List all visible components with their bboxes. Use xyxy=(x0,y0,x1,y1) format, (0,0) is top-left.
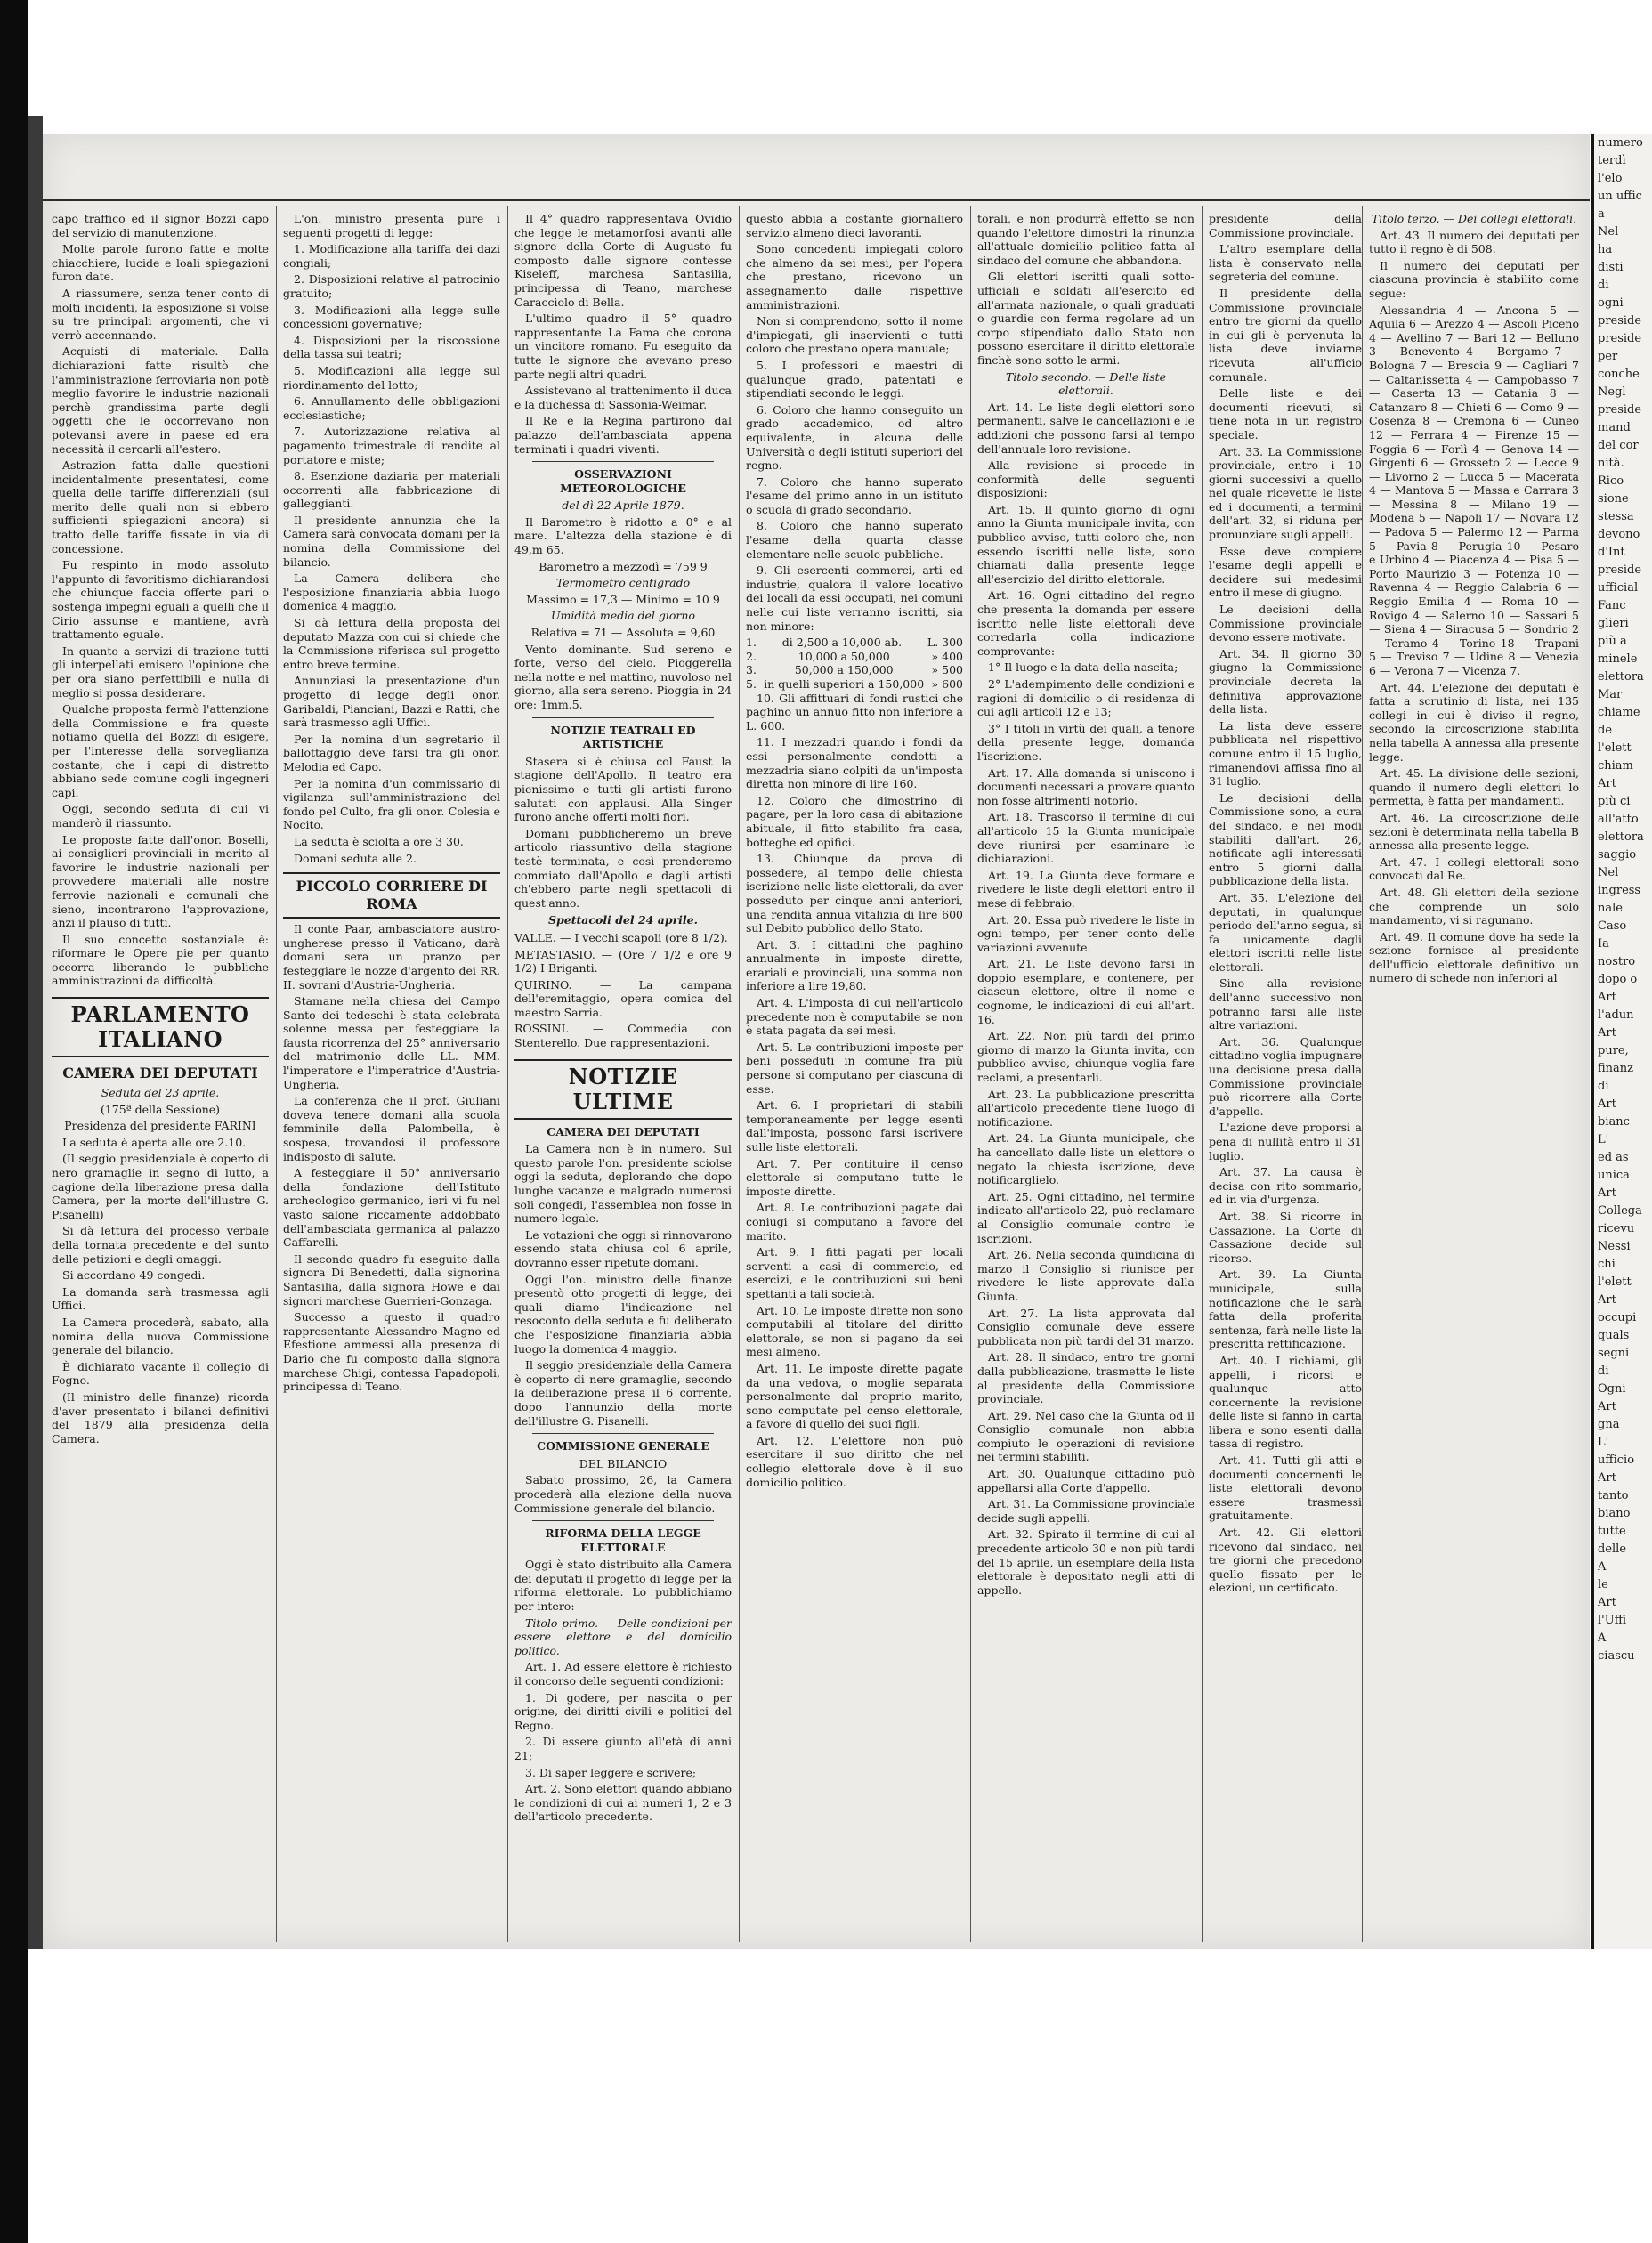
edge-fragment: Art xyxy=(1598,1596,1616,1609)
paragraph: Annunziasi la presentazione d'un progetto di legge degli onor. Garibaldi, Pianciani, Bazzi e Ratti, che sarà trasmesso agli Uffici. xyxy=(283,674,500,730)
paragraph: Molte parole furono fatte e molte chiacchiere, lucide e loali spiegazioni furon date. xyxy=(52,242,269,284)
paragraph: 7. Coloro che hanno superato l'esame del primo anno in un istituto o scuola di grado secondario. xyxy=(746,474,963,516)
edge-fragment: Nel xyxy=(1598,225,1619,239)
paragraph: Fu respinto in modo assoluto l'appunto di favoritismo dichiarandosi che chiunque faccia offerte pari o sostenga impegni eguali a quelli che il Cirio assunse e mantiene, avrà trattamento eguale. xyxy=(52,558,269,642)
edge-fragment: Nessi xyxy=(1598,1240,1631,1253)
table-row xyxy=(746,677,963,692)
section-heading: PICCOLO CORRIERE DI ROMA xyxy=(283,872,500,919)
paragraph: Il conte Paar, ambasciatore austro-ungherese presso il Vaticano, darà domani sera un pranzo per festeggiare le nozze d'argento dei RR. II. sovrani d'Austria-Ungheria. xyxy=(283,922,500,992)
paragraph: A riassumere, senza tener conto di molti incidenti, la esposizione si volse su tre principali argomenti, che vi verrò accennando. xyxy=(52,286,269,342)
edge-fragment: Art xyxy=(1598,777,1616,790)
edge-fragment: Nel xyxy=(1598,866,1619,879)
paragraph: In quanto a servizi di trazione tutti gli interpellati emisero l'opinione che per ora siano perfettibili e nulla di meglio si possa desiderare. xyxy=(52,644,269,700)
edge-fragment: Art xyxy=(1598,1026,1616,1040)
paragraph: La seduta è sciolta a ore 3 30. xyxy=(294,834,464,848)
paragraph: Astrazion fatta dalle questioni incidentalmente presentatesi, come quella delle tariffe differenziali (sul merito delle quali non si ebbero sufficienti spiegazioni ancora) si tratto delle tariffe fissate in via di concessione. xyxy=(52,458,269,555)
list-item: 3. Modificazioni alla legge sulle concessioni governative; xyxy=(283,303,500,331)
edge-fragment: ogni xyxy=(1598,296,1624,310)
edge-fragment: di xyxy=(1598,279,1609,292)
list-item: 5. Modificazioni alla legge sul riordinamento del lotto; xyxy=(283,363,500,392)
paragraph: Il secondo quadro fu eseguito dalla signora Di Benedetti, dalla signorina Santasilia, dalla signora Howe e dai signori marchese Guerrieri-Gonzaga. xyxy=(283,1251,500,1308)
paragraph: Art. 46. La circoscrizione delle sezioni è determinata nella tabella B annessa alla presente legge. xyxy=(1369,810,1579,853)
list-item: 2° L'adempimento delle condizioni e ragioni di domicilio o di residenza di cui agli articoli 12 e 13; xyxy=(977,677,1194,719)
paragraph: Domani pubblicheremo un breve articolo riassuntivo della stagione testè terminata, e così prenderemo commiato dall'Apollo e dagli artisti ch'ebbero parte negli spettacoli di quest'anno. xyxy=(514,826,732,910)
paragraph: Art. 38. Si ricorre in Cassazione. La Corte di Cassazione decide sul ricorso. xyxy=(1209,1209,1362,1265)
listing: ROSSINI. — Commedia con Stenterello. Due rappresentazioni. xyxy=(514,1022,732,1050)
list-item: 6. Annullamento delle obbligazioni ecclesiastiche; xyxy=(283,394,500,422)
edge-fragment: per xyxy=(1598,350,1618,363)
edge-fragment: mand xyxy=(1598,421,1631,434)
paragraph: Art. 18. Trascorso il termine di cui all'articolo 15 la Giunta municipale deve riunirsi per esaminare le dichiarazioni. xyxy=(977,810,1194,866)
edge-fragment: Art xyxy=(1598,1400,1616,1413)
edge-fragment: ingress xyxy=(1598,884,1641,897)
paragraph: 13. Chiunque da prova di possedere, al tempo delle chiesta iscrizione nelle liste elettorali, da aver posseduto per cinque anni anteriori, una rendita annua vitalizia di lire 600 sul Debito pubblico dello Stato. xyxy=(746,852,963,935)
paragraph: Art. 47. I collegi elettorali sono convocati dal Re. xyxy=(1369,854,1579,883)
presidency-line: Presidenza del presidente FARINI xyxy=(64,1119,256,1133)
paragraph: Art. 39. La Giunta municipale, sulla notificazione che le sarà fatta della proferita sentenza, farà nelle liste la prescritta rettificazione. xyxy=(1209,1267,1362,1351)
paragraph: Le proposte fatte dall'onor. Boselli, ai consiglieri provinciali in merito al favorire le industrie nazionali per provvedere materiali alle nostre ferrovie nazionali e comunali che sieno, incontrarono l'approvazione, anzi il plauso di tutti. xyxy=(52,832,269,930)
edge-fragment: preside xyxy=(1598,314,1642,328)
edge-fragment: ufficial xyxy=(1598,581,1639,595)
edge-fragment: elettora xyxy=(1598,830,1644,844)
paragraph: presidente della Commissione provinciale. xyxy=(1209,212,1362,239)
paragraph: Art. 6. I proprietari di stabili temporaneamente per legge esenti dall'imposta, possono farsi iscrivere sulle liste elettorali. xyxy=(746,1098,963,1154)
list-item: 7. Autorizzazione relativa al pagamento trimestrale di rendite al portatore e miste; xyxy=(283,425,500,466)
paragraph: (Il ministro delle finanze) ricorda d'aver presentato i bilanci definitivi del 1879 alla presidenza della Camera. xyxy=(52,1389,269,1445)
table-cell: » 600 xyxy=(931,677,963,691)
paragraph: A festeggiare il 50° anniversario della fondazione dell'Istituto archeologico germanico, ieri vi fu nel vasto salone riccamente addobbato dell'ambasciata germanica al palazzo Caffarelli. xyxy=(283,1166,500,1250)
edge-fragment: di xyxy=(1598,1364,1609,1378)
paragraph: Art. 15. Il quinto giorno di ogni anno la Giunta municipale invita, con pubblico avviso, tutti coloro che, non essendo iscritti nelle liste, sono chiamati dalla presente legge all'esercizio del diritto elettorale. xyxy=(977,502,1194,586)
edge-fragment: A xyxy=(1598,1632,1607,1645)
paragraph: 11. I mezzadri quando i fondi da essi personalmente condotti a mezzadria siano colpiti da un'imposta diretta non minore di lire 160. xyxy=(746,735,963,791)
edge-fragment: elettora xyxy=(1598,670,1644,684)
edge-fragment: sione xyxy=(1598,492,1629,506)
list-item: 2. Disposizioni relative al patrocinio gratuito; xyxy=(283,272,500,300)
column-6 xyxy=(1209,212,1362,1939)
edge-fragment: stessa xyxy=(1598,510,1634,523)
list-item: 8. Esenzione daziaria per materiali occorrenti alla fabbricazione di galleggianti. xyxy=(283,469,500,511)
paragraph: Art. 3. I cittadini che paghino annualmente in imposte dirette, erariali e provinciali, una somma non inferiore a lire 19,80. xyxy=(746,937,963,993)
subsection-heading: COMMISSIONE GENERALE xyxy=(537,1439,709,1453)
divider xyxy=(532,461,714,462)
table-cell: 50,000 a 150,000 xyxy=(794,663,894,677)
edge-fragment: occupi xyxy=(1598,1311,1637,1324)
paragraph: Stasera si è chiusa col Faust la stagione dell'Apollo. Il teatro era pienissimo e tutti gli artisti furono salutati con applausi. Alla Singer furono anche offerti molti fiori. xyxy=(514,754,732,824)
edge-fragment: l'adun xyxy=(1598,1008,1634,1022)
paragraph: Art. 37. La causa è decisa con rito sommario, ed in via d'urgenza. xyxy=(1209,1165,1362,1207)
edge-fragment: quals xyxy=(1598,1329,1630,1342)
table-cell: 10,000 a 50,000 xyxy=(798,649,890,663)
paragraph: questo abbia a costante giornaliero servizio almeno dieci lavoranti. xyxy=(746,212,963,239)
table-cell: 2. xyxy=(746,649,757,663)
list-item: 1. Modificazione alla tariffa dei dazi congiali; xyxy=(283,242,500,270)
edge-fragment: conche xyxy=(1598,368,1640,381)
edge-fragment: l'Uffi xyxy=(1598,1614,1627,1627)
paragraph: La lista deve essere pubblicata nel rispettivo comune entro il 15 luglio, rimanendovi affissa fino al 31 luglio. xyxy=(1209,718,1362,789)
paragraph: 6. Coloro che hanno conseguito un grado accademico, od altro equivalente, in alcuna delle Università o degli istituti superiori del regno. xyxy=(746,402,963,473)
column-divider xyxy=(970,206,971,1942)
title-heading: Titolo secondo. — Delle liste elettorali. xyxy=(1005,369,1167,398)
paragraph: Art. 27. La lista approvata dal Consiglio comunale deve essere pubblicata non più tardi del 31 marzo. xyxy=(977,1306,1194,1348)
paragraph: Art. 14. Le liste degli elettori sono permanenti, salve le cancellazioni e le addizioni che possono farsi al tempo dell'annuale loro revisione. xyxy=(977,400,1194,456)
subsection-heading: CAMERA DEI DEPUTATI xyxy=(62,1065,258,1082)
paragraph: Art. 28. Il sindaco, entro tre giorni dalla pubblicazione, trasmette le liste al presidente della Commissione provinciale. xyxy=(977,1350,1194,1406)
edge-fragment: Negl xyxy=(1598,385,1626,399)
paragraph: Il suo concetto sostanziale è: riformare le Opere pie per quanto occorra liberando le pubbliche amministrazioni da difficoltà. xyxy=(52,932,269,988)
weather-line: Vento dominante. Sud sereno e forte, verso del cielo. Pioggerella nella notte e nel mattino, nuvoloso nel giorno, alla sera sereno. Pioggia in 24 ore: 1mm.5. xyxy=(514,642,732,711)
divider xyxy=(532,1520,714,1521)
paragraph: Art. 9. I fitti pagati per locali serventi a casi di commercio, ed esercizi, e le contribuzioni sui beni spettanti a tali società. xyxy=(746,1245,963,1300)
paragraph: 5. I professori e maestri di qualunque grado, patentati e stipendiati secondo le leggi. xyxy=(746,358,963,401)
paragraph: Domani seduta alle 2. xyxy=(294,851,417,865)
paragraph: Art. 32. Spirato il termine di cui al precedente articolo 30 e non più tardi del 15 aprile, un esemplare della lista elettorale è depositato negli atti di appello. xyxy=(977,1527,1194,1597)
column-3 xyxy=(514,212,732,1939)
edge-fragment: gna xyxy=(1598,1418,1620,1431)
edge-fragment: chiam xyxy=(1598,759,1633,773)
edge-fragment: chiame xyxy=(1598,706,1640,719)
edge-fragment: a xyxy=(1598,207,1605,221)
edge-fragment: le xyxy=(1598,1578,1608,1591)
paragraph: Acquisti di materiale. Dalla dichiarazioni fatte risultò che l'amministrazione ferroviaria non potè meglio favorire le industrie nazionali perchè grandissima parte degli oggetti che le occorrevano non potevansi avere in paese ed era necessità il cercarli all'estero. xyxy=(52,344,269,456)
edge-fragment: minele xyxy=(1598,652,1638,666)
paragraph: Non si comprendono, sotto il nome d'impiegati, gli inservienti e tutti coloro che prestano opera manuale; xyxy=(746,314,963,356)
edge-fragment: l'elett xyxy=(1598,741,1632,755)
listing: QUIRINO. — La campana dell'eremitaggio, opera comica del maestro Sarria. xyxy=(514,977,732,1019)
edge-fragment: bianc xyxy=(1598,1115,1630,1129)
adjacent-page-text xyxy=(1594,135,1652,1664)
newspaper-page xyxy=(43,134,1590,1949)
paragraph: Art. 26. Nella seconda quindicina di marzo il Consiglio si riunisce per rivedere le liste approvate dalla Giunta. xyxy=(977,1248,1194,1303)
paragraph: 10. Gli affittuari di fondi rustici che paghino un annuo fitto non inferiore a L. 600. xyxy=(746,691,963,733)
edge-fragment: del cor xyxy=(1598,439,1639,452)
scan-left-edge xyxy=(0,0,28,2243)
paragraph: Stamane nella chiesa del Campo Santo dei tedeschi è stata celebrata solenne messa per festeggiare la fausta ricorrenza del 25° anniversario del matrimonio delle LL. MM. l'imperatore e l'imperatrice d'Austria-Ungheria. xyxy=(283,994,500,1091)
edge-fragment: di xyxy=(1598,1080,1609,1093)
list-item: 1° Il luogo e la data della nascita; xyxy=(988,660,1178,675)
paragraph: Art. 19. La Giunta deve formare e rivedere le liste degli elettori entro il mese di febbraio. xyxy=(977,868,1194,910)
edge-fragment: disti xyxy=(1598,261,1624,274)
edge-fragment: glieri xyxy=(1598,617,1629,630)
edge-fragment: ricevu xyxy=(1598,1222,1635,1235)
paragraph: Art. 11. Le imposte dirette pagate da una vedova, o moglie separata personalmente dal proprio marito, sono computate pel censo elettorale, a favore di quello dei suoi figli. xyxy=(746,1361,963,1431)
paragraph: L'altro esemplare della lista è conservato nella segreteria del comune. xyxy=(1209,242,1362,284)
paragraph: Art. 12. L'elettore non può esercitare il suo diritto che nel collegio elettorale dove è il suo domicilio politico. xyxy=(746,1433,963,1489)
edge-fragment: de xyxy=(1598,724,1613,737)
paragraph: Art. 36. Qualunque cittadino voglia impugnare una decisione presa dalla Commissione provinciale può ricorrere alla Corte d'appello. xyxy=(1209,1034,1362,1118)
list-item: 1. Di godere, per nascita o per origine, dei diritti civili e politici del Regno. xyxy=(514,1690,732,1732)
paragraph: Si dà lettura della proposta del deputato Mazza con cui si chiede che la Commissione riferisca sul progetto entro breve termine. xyxy=(283,616,500,671)
paragraph: Art. 17. Alla domanda si uniscono i documenti necessari a provare quanto non fosse altrimenti notorio. xyxy=(977,765,1194,807)
paragraph: 8. Coloro che hanno superato l'esame della quarta classe elementare nelle scuole pubbliche. xyxy=(746,519,963,561)
paragraph: 12. Coloro che dimostrino di pagare, per la loro casa di abitazione abituale, il fitto stabilito fra casa, botteghe ed opifici. xyxy=(746,793,963,849)
edge-fragment: d'Int xyxy=(1598,546,1625,559)
paragraph: La domanda sarà trasmessa agli Uffici. xyxy=(52,1284,269,1313)
paragraph: Il Re e la Regina partirono dal palazzo dell'ambasciata appena terminati i quadri viventi. xyxy=(514,414,732,456)
paragraph: Per la nomina d'un segretario il ballottaggio deve farsi tra gli onor. Melodia ed Capo. xyxy=(283,732,500,773)
edge-fragment: preside xyxy=(1598,563,1642,577)
paragraph: Sino alla revisione dell'anno successivo non potranno farsi alle liste altre variazioni. xyxy=(1209,976,1362,1032)
edge-fragment: l'elett xyxy=(1598,1275,1632,1289)
subsection-subheading: DEL BILANCIO xyxy=(579,1456,668,1470)
paragraph: Art. 34. Il giorno 30 giugno la Commissione provinciale decreta la definitiva approvazione della lista. xyxy=(1209,646,1362,717)
title-heading: Titolo terzo. — Dei collegi elettorali. xyxy=(1371,212,1577,225)
edge-fragment: delle xyxy=(1598,1543,1627,1556)
weather-line: Barometro a mezzodì = 759 9 xyxy=(539,559,708,573)
edge-fragment: Art xyxy=(1598,1471,1616,1485)
table-cell: 5. xyxy=(746,677,757,691)
paragraph: Art. 44. L'elezione dei deputati è fatta a scrutinio di lista, nei 135 collegi in cui è diviso il regno, secondo la circoscrizione stabilita nella tabella A annessa alla presente legge. xyxy=(1369,680,1579,764)
edge-fragment: finanz xyxy=(1598,1062,1634,1075)
paragraph: Delle liste e dei documenti ricevuti, si tiene nota in un registro speciale. xyxy=(1209,386,1362,441)
paragraph: Il presidente annunzia che la Camera sarà convocata domani per la nomina della Commissione del bilancio. xyxy=(283,513,500,569)
subsection-heading: CAMERA DEI DEPUTATI xyxy=(547,1124,700,1138)
weather-line: Relativa = 71 — Assoluta = 9,60 xyxy=(530,626,716,640)
paragraph: Art. 31. La Commissione provinciale decide sugli appelli. xyxy=(977,1497,1194,1525)
table-cell: L. 300 xyxy=(927,636,963,650)
edge-fragment: Mar xyxy=(1598,688,1623,701)
paragraph: La Camera non è in numero. Sul questo parole l'on. presidente sciolse oggi la seduta, deplorando che dopo lunghe vacanze e malgrado numerosi soli congedi, l'assemblea non fosse in numero legale. xyxy=(514,1142,732,1226)
edge-fragment: preside xyxy=(1598,403,1642,417)
divider xyxy=(532,717,714,718)
edge-fragment: Rico xyxy=(1598,474,1624,488)
paragraph: Art. 20. Essa può rivedere le liste in ogni tempo, per tener conto delle variazioni avvenute. xyxy=(977,912,1194,954)
column-divider xyxy=(739,206,740,1942)
table-cell: in quelli superiori a 150,000 xyxy=(764,677,925,691)
edge-fragment: tutte xyxy=(1598,1525,1626,1538)
table-row xyxy=(746,650,963,664)
paragraph: Il 4° quadro rappresentava Ovidio che legge le metamorfosi avanti alle signore della Corte di Augusto fu composto dalle signore contesse Kiseleff, marchesa Santasilia, principessa di Teano, marchese Caracciolo di Bella. xyxy=(514,212,732,309)
paragraph: Le decisioni della Commissione sono, a cura del sindaco, e nei modi stabiliti dall'art. 26, notificate agli interessati entro 5 giorni dalla pubblicazione della lista. xyxy=(1209,790,1362,888)
paragraph: La conferenza che il prof. Giuliani doveva tenere domani alla scuola femminile della Palombella, è sospesa, trovandosi il professore indisposto di salute. xyxy=(283,1094,500,1163)
paragraph: Il seggio presidenziale della Camera è coperto di nere gramaglie, secondo la deliberazione presa il 6 corrente, dopo l'annunzio della morte dell'illustre G. Pisanelli. xyxy=(514,1358,732,1428)
paragraph: Il numero dei deputati per ciascuna provincia è stabilito come segue: xyxy=(1369,258,1579,300)
paragraph: Art. 42. Gli elettori ricevono dal sindaco, nei tre giorni che precedono quello fissato per le elezioni, un certificato. xyxy=(1209,1526,1362,1595)
weather-line: Massimo = 17,3 — Minimo = 10 9 xyxy=(526,592,720,606)
column-7 xyxy=(1369,212,1579,1939)
paragraph: Le votazioni che oggi si rinnovarono essendo stata chiusa col 6 aprile, dovranno esser ripetute domani. xyxy=(514,1227,732,1269)
edge-fragment: biano xyxy=(1598,1507,1631,1520)
paragraph: Alla revisione si procede in conformità delle seguenti disposizioni: xyxy=(977,458,1194,500)
list-item: 4. Disposizioni per la riscossione della tassa sui teatri; xyxy=(283,333,500,361)
paragraph: Art. 29. Nel caso che la Giunta od il Consiglio comunale non abbia compiuto le operazioni di revisione nei termini stabiliti. xyxy=(977,1408,1194,1464)
paragraph: Art. 4. L'imposta di cui nell'articolo precedente non è computabile se non è stata pagata da sei mesi. xyxy=(746,996,963,1038)
paragraph: Il presidente della Commissione provinciale entro tre giorni da quello in cui gli è pervenuta la lista deve inviarne ricevuta all'ufficio comunale. xyxy=(1209,286,1362,384)
edge-fragment: ciascu xyxy=(1598,1649,1635,1663)
edge-fragment: dopo o xyxy=(1598,973,1638,986)
scan-binding-shadow xyxy=(28,116,43,1949)
paragraph: Esse deve compiere l'esame degli appelli e decidere sui medesimi entro il mese di giugno. xyxy=(1209,544,1362,600)
paragraph: Art. 30. Qualunque cittadino può appellarsi alla Corte d'appello. xyxy=(977,1467,1194,1494)
header-rule xyxy=(43,199,1590,201)
edge-fragment: preside xyxy=(1598,332,1642,345)
paragraph: Oggi l'on. ministro delle finanze presentò otto progetti di legge, dei quali diamo l'indicazione nel resoconto della seduta e fu deliberato che l'esposizione finanziaria abbia luogo la domenica 4 maggio. xyxy=(514,1272,732,1356)
table-cell: di 2,500 a 10,000 ab. xyxy=(781,636,903,650)
table-cell: 1. xyxy=(746,636,757,650)
column-divider xyxy=(507,206,508,1942)
edge-fragment: Ia xyxy=(1598,937,1609,951)
edge-fragment: ed as xyxy=(1598,1151,1629,1164)
paragraph: Art. 33. La Commissione provinciale, entro i 10 giorni successivi a quello nel quale ricevette le liste ed i documenti, a termini dell'art. 32, si riduna per pronunziare sugli appelli. xyxy=(1209,444,1362,542)
paragraph: Art. 25. Ogni cittadino, nel termine indicato all'articolo 22, può reclamare al Consiglio comunale contro le iscrizioni. xyxy=(977,1189,1194,1245)
edge-fragment: Art xyxy=(1598,1097,1616,1111)
paragraph: Sono concedenti impiegati coloro che almeno da sei mesi, per l'opera che prestano, ricevono un assegnamento dalle rispettive amministrazioni. xyxy=(746,242,963,312)
paragraph: Art. 45. La divisione delle sezioni, quando il numero degli elettori lo permetta, è fatta per mandamenti. xyxy=(1369,766,1579,808)
edge-fragment: Art xyxy=(1598,1293,1616,1307)
weather-date: del dì 22 Aprile 1879. xyxy=(562,498,684,513)
paragraph: Art. 49. Il comune dove ha sede la sezione fornisce al presidente dell'ufficio elettorale definitivo un numero di schede non inferiori al xyxy=(1369,929,1579,985)
column-2 xyxy=(283,212,500,1939)
edge-fragment: Art xyxy=(1598,1186,1616,1200)
paragraph: Art. 22. Non più tardi del primo giorno di marzo la Giunta invita, con pubblico avviso, chiunque voglia fare reclami, a presentarli. xyxy=(977,1029,1194,1085)
column-1 xyxy=(52,212,269,1939)
table-cell: » 500 xyxy=(931,663,963,677)
paragraph: Si dà lettura del processo verbale della tornata precedente e del sunto delle petizioni e degli omaggi. xyxy=(52,1224,269,1266)
paragraph: La Camera procederà, sabato, alla nomina della nuova Commissione generale del bilancio. xyxy=(52,1315,269,1357)
paragraph: Art. 5. Le contribuzioni imposte per beni posseduti in comune fra più persone si computano per ciascuna di esse. xyxy=(746,1040,963,1096)
edge-fragment: più a xyxy=(1598,635,1627,648)
edge-fragment: unica xyxy=(1598,1169,1630,1182)
edge-fragment: più ci xyxy=(1598,795,1631,808)
edge-fragment: segni xyxy=(1598,1347,1630,1360)
paragraph: Oggi è stato distribuito alla Camera dei deputati il progetto di legge per la riforma elettorale. Lo pubblichiamo per intero: xyxy=(514,1558,732,1614)
edge-fragment: ufficio xyxy=(1598,1453,1635,1467)
edge-fragment: saggio xyxy=(1598,848,1637,862)
edge-fragment: nostro xyxy=(1598,955,1636,968)
paragraph: Art. 1. Ad essere elettore è richiesto il concorso delle seguenti condizioni: xyxy=(514,1660,732,1688)
edge-fragment: L' xyxy=(1598,1133,1609,1146)
edge-fragment: Ogni xyxy=(1598,1382,1626,1396)
edge-fragment: nale xyxy=(1598,902,1623,915)
paragraph: Art. 10. Le imposte dirette non sono computabili al titolare del diritto elettorale, se non si pagano da sei mesi almeno. xyxy=(746,1303,963,1359)
paragraph: Le decisioni della Commissione provinciale devono essere motivate. xyxy=(1209,603,1362,644)
paragraph: Art. 16. Ogni cittadino del regno che presenta la domanda per essere iscritto nelle liste elettorali deve corredarla colla indicazione comprovante: xyxy=(977,588,1194,658)
edge-fragment: devono xyxy=(1598,528,1640,541)
adjacent-page-fragment xyxy=(1591,134,1652,1949)
paragraph: Titolo primo. — Delle condizioni per essere elettore e del domicilio politico. xyxy=(514,1615,732,1657)
paragraph: Si accordano 49 congedi. xyxy=(62,1268,206,1283)
paragraph: Successo a questo il quadro rappresentante Alessandro Magno ed Efestione ammessi alla presenza di Dario che fu composto dalla signora marchese Chigi, contessa Papadopoli, principessa di Teano. xyxy=(283,1310,500,1394)
column-divider xyxy=(1202,206,1203,1942)
edge-fragment: nità. xyxy=(1598,457,1624,470)
session-date: Seduta del 23 aprile. xyxy=(101,1086,220,1100)
column-divider xyxy=(1362,206,1363,1942)
paragraph: La Camera delibera che l'esposizione finanziaria abbia luogo domenica 4 maggio. xyxy=(283,571,500,613)
paragraph: È dichiarato vacante il collegio di Fogno. xyxy=(52,1359,269,1388)
edge-fragment: A xyxy=(1598,1560,1607,1574)
paragraph: Gli elettori iscritti quali sotto-ufficiali e soldati all'esercito ed all'armata nazionale, o quali graduati o guardie con ferma regolare ad un corpo stipendiato dallo Stato non possono esercitare il diritto elettorale finchè sono sotto le armi. xyxy=(977,270,1194,367)
session-number: (175ª della Sessione) xyxy=(100,1102,221,1116)
paragraph: Art. 7. Per contituire il censo elettorale si computano tutte le imposte dirette. xyxy=(746,1156,963,1198)
edge-fragment: L' xyxy=(1598,1436,1609,1449)
edge-fragment: ha xyxy=(1598,243,1613,256)
paragraph: Art. 2. Sono elettori quando abbiano le condizioni di cui ai numeri 1, 2 e 3 dell'articolo precedente. xyxy=(514,1782,732,1824)
table-cell: » 400 xyxy=(931,649,963,663)
section-heading: PARLAMENTO ITALIANO xyxy=(52,997,269,1057)
list-item: 3. Di saper leggere e scrivere; xyxy=(525,1765,697,1779)
paragraph: Art. 24. La Giunta municipale, che ha cancellato dalle liste un elettore o negato la chiesta iscrizione, deve notificarglielo. xyxy=(977,1131,1194,1187)
subsection-heading: Spettacoli del 24 aprile. xyxy=(548,913,698,927)
list-item: 3° I titoli in virtù dei quali, a tenore della presente legge, domanda l'iscrizione. xyxy=(977,721,1194,763)
table-row xyxy=(746,636,963,650)
section-heading: NOTIZIE TEATRALI ED ARTISTICHE xyxy=(550,723,696,751)
edge-fragment: un uffic xyxy=(1598,190,1642,203)
edge-fragment: l'elo xyxy=(1598,172,1623,185)
paragraph: torali, e non produrrà effetto se non quando l'elettore dimostri la rinunzia all'attuale domicilio politico fatta al sindaco del comune che abbandona. xyxy=(977,212,1194,267)
edge-fragment: Fanc xyxy=(1598,599,1626,612)
list-item: 2. Di essere giunto all'età di anni 21; xyxy=(514,1735,732,1762)
edge-fragment: numero xyxy=(1598,136,1643,150)
paragraph: Oggi, secondo seduta di cui vi manderò il riassunto. xyxy=(52,802,269,830)
paragraph: La seduta è aperta alle ore 2.10. xyxy=(62,1135,247,1149)
column-5 xyxy=(977,212,1194,1939)
paragraph: Art. 8. Le contribuzioni pagate dai coniugi si computano a favore del marito. xyxy=(746,1201,963,1243)
paragraph: Art. 41. Tutti gli atti e documenti concernenti le liste elettorali devono essere trasmessi gratuitamente. xyxy=(1209,1453,1362,1523)
weather-line: Umidità media del giorno xyxy=(551,609,695,623)
paragraph: (Il seggio presidenziale è coperto di nero gramaglie in segno di lutto, a cagione della liberazione presa dalla Camera, per la morte dell'illustre G. Pisanelli) xyxy=(52,1152,269,1221)
paragraph: Art. 40. I richiami, gli appelli, i ricorsi e qualunque atto concernente la revisione delle liste si fanno in carta libera e sono esenti dalla tassa di registro. xyxy=(1209,1353,1362,1451)
edge-fragment: all'atto xyxy=(1598,813,1639,826)
paragraph: Art. 35. L'elezione dei deputati, in qualunque periodo dell'anno segua, si fa unicamente dagli elettori iscritti nelle liste elettorali. xyxy=(1209,890,1362,974)
paragraph: L'on. ministro presenta pure i seguenti progetti di legge: xyxy=(283,212,500,239)
weather-line: Termometro centigrado xyxy=(555,576,691,590)
paragraph: L'ultimo quadro il 5° quadro rappresentante La Fama che corona un vincitore romano. Fu eseguito da tutte le signore che avevano preso parte negli altri quadri. xyxy=(514,312,732,381)
paragraph: Art. 43. Il numero dei deputati per tutto il regno è di 508. xyxy=(1369,228,1579,256)
edge-fragment: pure, xyxy=(1598,1044,1629,1057)
subsection-heading: RIFORMA DELLA LEGGE ELETTORALE xyxy=(545,1526,701,1554)
province-list: Alessandria 4 — Ancona 5 — Aquila 6 — Arezzo 4 — Ascoli Piceno 4 — Avellino 7 — Bari 12 — Belluno 3 — Benevento 4 — Bergamo 7 — Bologna 7 — Brescia 9 — Cagliari 7 — Caltanissetta 4 — Campobasso 7 — Caserta 13 — Catania 8 — Catanzaro 8 — Chieti 6 — Como 9 — Cosenza 8 — Cremona 6 — Cuneo 12 — Ferrara 4 — Firenze 15 — Foggia 6 — Forlì 4 — Genova 14 — Girgenti 6 — Grosseto 2 — Lecce 9 — Livorno 2 — Lucca 5 — Macerata 4 — Mantova 5 — Massa e Carrara 3 — Messina 8 — Milano 19 — Modena 5 — Napoli 17 — Novara 12 — Padova 5 — Palermo 12 — Parma 5 — Pavia 8 — Perugia 10 — Pesaro e Urbino 4 — Piacenza 4 — Pisa 5 — Porto Maurizio 3 — Potenza 10 — Ravenna 4 — Reggio Calabria 6 — Reggio Emilia 4 — Roma 10 — Rovigo 4 — Salerno 10 — Sassari 5 — Siena 4 — Siracusa 5 — Sondrio 2 — Teramo 4 — Torino 18 — Trapani 5 — Treviso 7 — Udine 8 — Venezia 6 — Verona 7 — Vicenza 7. xyxy=(1369,303,1579,677)
table-row xyxy=(746,663,963,677)
section-heading: NOTIZIE ULTIME xyxy=(514,1059,732,1120)
paragraph: Art. 48. Gli elettori della sezione che comprende un solo mandamento, vi si ragunano. xyxy=(1369,885,1579,927)
weather-heading: OSSERVAZIONI METEOROLOGICHE xyxy=(560,467,686,495)
edge-fragment: terdì xyxy=(1598,154,1626,167)
paragraph: Sabato prossimo, 26, la Camera procederà alla elezione della nuova Commissione generale del bilancio. xyxy=(514,1473,732,1515)
paragraph: Qualche proposta fermò l'attenzione della Commissione e fra queste notiamo quella del Bozzi di esigere, per l'interesse della sorveglianza costante, che i capi di distretto abbiano sede comune cogli ingegneri capi. xyxy=(52,702,269,799)
divider xyxy=(532,1433,714,1434)
table-cell: 3. xyxy=(746,663,757,677)
column-divider xyxy=(276,206,277,1942)
edge-fragment: Caso xyxy=(1598,919,1627,933)
column-4 xyxy=(746,212,963,1939)
paragraph: 9. Gli esercenti commerci, arti ed industrie, qualora il valore locativo dei locali da essi occupati, nei comuni nelle cui liste verranno iscritti, sia non minore: xyxy=(746,563,963,633)
weather-line: Il Barometro è ridotto a 0° e al mare. L'altezza della stazione è di 49,m 65. xyxy=(514,514,732,557)
listing: VALLE. — I vecchi scapoli (ore 8 1/2). xyxy=(514,930,728,944)
paragraph: Art. 21. Le liste devono farsi in doppio esemplare, e contenere, per ciascun elettore, oltre il nome e cognome, le indicazioni di cui all'art. 16. xyxy=(977,957,1194,1026)
paragraph: capo traffico ed il signor Bozzi capo del servizio di manutenzione. xyxy=(52,212,269,239)
edge-fragment: tanto xyxy=(1598,1489,1629,1502)
edge-fragment: chi xyxy=(1598,1258,1616,1271)
paragraph: L'azione deve proporsi a pena di nullità entro il 31 luglio. xyxy=(1209,1121,1362,1162)
paragraph: Assistevano al trattenimento il duca e la duchessa di Sassonia-Weimar. xyxy=(514,384,732,411)
edge-fragment: Collega xyxy=(1598,1204,1642,1218)
listing: METASTASIO. — (Ore 7 1/2 e ore 9 1/2) I Briganti. xyxy=(514,947,732,976)
edge-fragment: Art xyxy=(1598,991,1616,1004)
paragraph: Per la nomina d'un commissario di vigilanza sull'amministrazione del fondo pel Culto, fra gli onor. Colesia e Nocito. xyxy=(283,776,500,832)
paragraph: Art. 23. La pubblicazione prescritta all'articolo precedente tiene luogo di notificazione. xyxy=(977,1087,1194,1129)
